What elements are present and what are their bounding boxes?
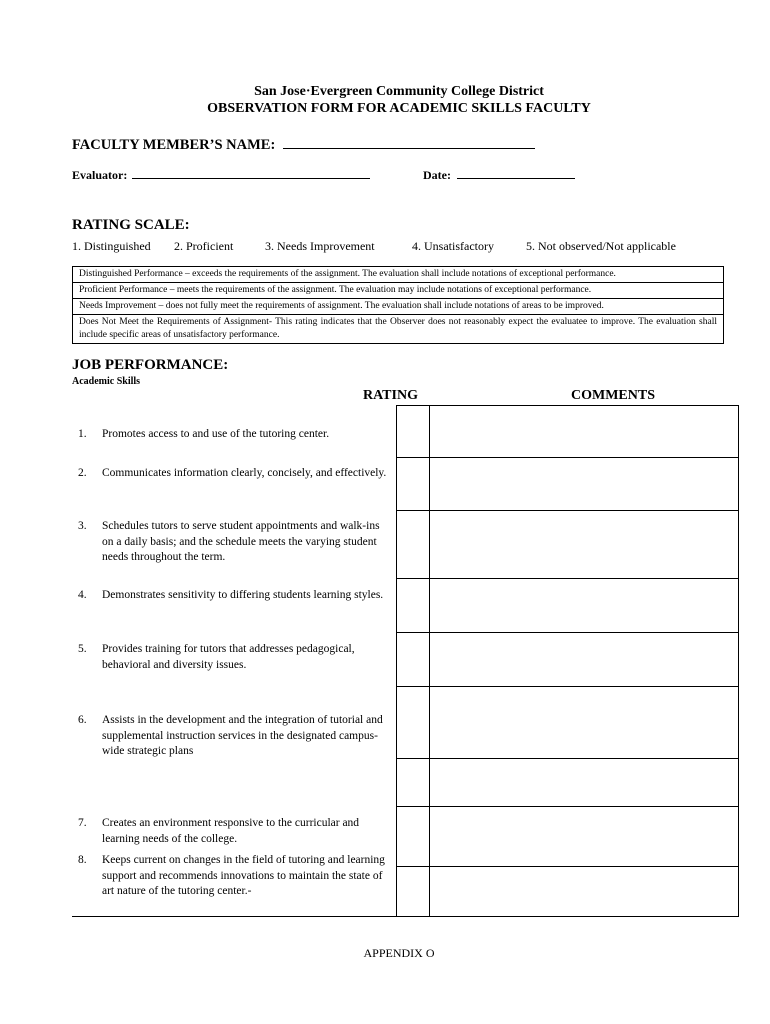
grid-row-divider (396, 686, 739, 687)
evaluator-label: Evaluator: (72, 168, 128, 182)
item-text: Keeps current on changes in the field of tutoring and learning support and recommends innovations to maintain the state of art nature of the tutoring center.- (102, 854, 385, 897)
item-text: Assists in the development and the integration of tutorial and supplemental instruction services in the designated campus-wide strategic plans (102, 714, 383, 757)
date-field[interactable] (423, 168, 575, 183)
evaluator-line[interactable] (132, 178, 370, 179)
item-text: Schedules tutors to serve student appointments and walk-ins on a daily basis; and the schedule meets the varying student needs throughout the term. (102, 520, 380, 563)
faculty-name-field[interactable] (72, 137, 535, 154)
scale-option: 2. Proficient (174, 239, 234, 253)
grid-row-divider (396, 806, 739, 807)
item-text: Promotes access to and use of the tutoring center. (102, 428, 330, 440)
scale-option: 4. Unsatisfactory (412, 239, 494, 253)
date-line[interactable] (457, 178, 575, 179)
item-text: Communicates information clearly, concisely, and effectively. (102, 467, 387, 479)
item-text: Provides training for tutors that addresses pedagogical, behavioral and diversity issues. (102, 643, 355, 671)
item-number: 7. (78, 817, 87, 829)
definition-needs-improvement: Needs Improvement – does not fully meet the requirements of assignment. The evaluation shall include notations of areas to be improved. (73, 299, 723, 315)
item-number: 5. (78, 643, 87, 655)
rating-comments-grid (396, 405, 739, 917)
item-number: 1. (78, 428, 87, 440)
scale-option: 3. Needs Improvement (265, 239, 375, 253)
grid-row-divider (396, 578, 739, 579)
item-number: 6. (78, 714, 87, 726)
scale-option: 1. Distinguished (72, 239, 151, 253)
grid-row-divider (396, 632, 739, 633)
rating-definitions-box (72, 266, 724, 344)
item-number: 2. (78, 467, 87, 479)
date-label: Date: (423, 168, 451, 182)
definition-proficient: Proficient Performance – meets the requirements of the assignment. The evaluation may include notations of exceptional performance. (73, 283, 723, 299)
comments-column-header: COMMENTS (571, 388, 655, 403)
grid-column-divider (429, 405, 430, 917)
item-text: Creates an environment responsive to the curricular and learning needs of the college. (102, 817, 360, 845)
grid-row-divider (396, 457, 739, 458)
appendix-label: APPENDIX O (363, 946, 435, 960)
faculty-name-label: FACULTY MEMBER’S NAME: (72, 137, 276, 153)
faculty-name-line[interactable] (283, 148, 535, 149)
item-number: 4. (78, 589, 87, 601)
item-number: 3. (78, 520, 87, 532)
definition-unsatisfactory: Does Not Meet the Requirements of Assignment- This rating indicates that the Observer does not reasonably expect the evaluatee to improve. The evaluation shall include specific areas of unsatisfactory performance. (79, 317, 717, 340)
table-bottom-line (72, 916, 396, 917)
academic-skills-subheading: Academic Skills (72, 376, 141, 387)
item-text: Demonstrates sensitivity to differing students learning styles. (102, 589, 384, 601)
scale-option: 5. Not observed/Not applicable (526, 239, 676, 253)
item-number: 8. (78, 854, 87, 866)
form-title: OBSERVATION FORM FOR ACADEMIC SKILLS FACULTY (207, 101, 591, 116)
grid-row-divider (396, 510, 739, 511)
definition-distinguished: Distinguished Performance – exceeds the requirements of the assignment. The evaluation shall include notations of exceptional performance. (73, 267, 723, 283)
rating-column-header: RATING (363, 388, 418, 403)
rating-scale-heading: RATING SCALE: (72, 217, 190, 233)
job-performance-heading: JOB PERFORMANCE: (72, 357, 229, 373)
district-name: San Jose·Evergreen Community College District (254, 84, 544, 99)
grid-row-divider (396, 758, 739, 759)
evaluator-field[interactable] (72, 168, 370, 183)
grid-row-divider (396, 866, 739, 867)
